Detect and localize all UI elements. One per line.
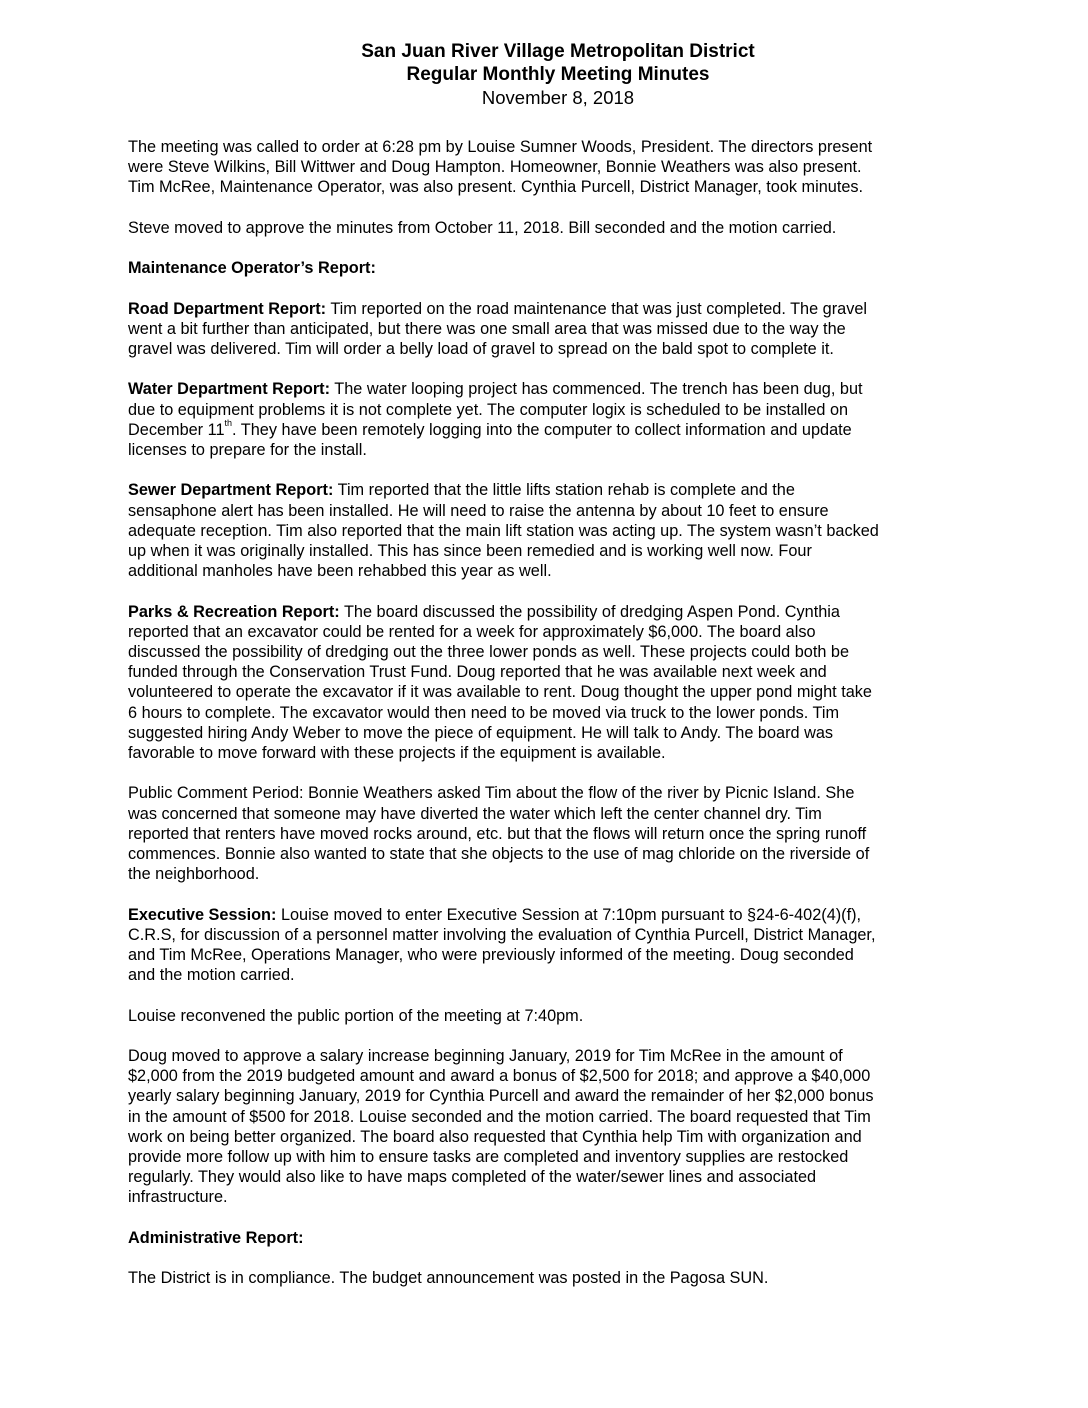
executive-paragraph (128, 905, 968, 986)
maintenance-heading-text: Maintenance Operator’s Report: (128, 259, 376, 278)
parks-line: suggested hiring Andy Weber to move the piece of equipment. He will talk to Andy. The board was (128, 723, 834, 742)
executive-line: and Tim McRee, Operations Manager, who were previously informed of the meeting. Doug seconded (128, 946, 854, 964)
water-line: licenses to prepare for the install. (128, 440, 367, 459)
water-paragraph (128, 379, 968, 460)
district-name: San Juan River Village Metropolitan District (361, 41, 755, 62)
executive-line: Louise moved to enter Executive Session at 7:10pm pursuant to §24-6-402(4)(f), (276, 905, 862, 924)
road-line: Tim reported on the road maintenance that was just completed. The gravel (326, 299, 868, 318)
ordinal-suffix: th (224, 417, 233, 428)
public-line: Public Comment Period: Bonnie Weathers asked Tim about the flow of the river by Picnic Island. She (128, 784, 855, 803)
water-line: December 11 (128, 420, 225, 439)
salary-line: $2,000 from the 2019 budgeted amount and award a bonus of $2,500 for 2018; and approve a $40,000 (128, 1067, 871, 1086)
public-line: the neighborhood. (128, 865, 260, 884)
salary-paragraph (128, 1046, 968, 1208)
parks-line: favorable to move forward with these projects if the equipment is available. (128, 744, 666, 762)
salary-line: infrastructure. (128, 1188, 228, 1207)
salary-line: Doug moved to approve a salary increase beginning January, 2019 for Tim McRee in the amount of (128, 1046, 843, 1065)
sewer-line: additional manholes have been rehabbed this year as well. (128, 562, 552, 581)
salary-line: yearly salary beginning January, 2019 for Cynthia Purcell and award the remainder of her $2,000 bonus (128, 1087, 874, 1106)
road-paragraph (128, 299, 968, 360)
parks-line: 6 hours to complete. The excavator would then need to be moved via truck to the lower ponds. Tim (128, 703, 840, 722)
water-heading: Water Department Report: (128, 380, 331, 399)
intro-paragraph (128, 137, 968, 198)
executive-heading: Executive Session: (128, 905, 277, 924)
minutes-body (128, 137, 968, 1288)
sewer-line: Tim reported that the little lifts station rehab is complete and the (333, 481, 795, 500)
public-line: commences. Bonnie also wanted to state that she objects to the use of mag chloride on the riverside of (128, 845, 870, 863)
intro-line: The meeting was called to order at 6:28 pm by Louise Sumner Woods, President. The directors present (128, 138, 873, 156)
intro-line: Tim McRee, Maintenance Operator, was also present. Cynthia Purcell, District Manager, took minutes. (128, 178, 864, 197)
road-heading: Road Department Report: (128, 299, 327, 318)
salary-line: work on being better organized. The board also requested that Cynthia help Tim with organization and (128, 1127, 862, 1146)
intro-line: were Steve Wilkins, Bill Wittwer and Doug Hampton. Homeowner, Bonnie Weathers was also present. (128, 158, 862, 177)
water-line: The water looping project has commenced. The trench has been dug, but (330, 380, 863, 399)
parks-line: funded through the Conservation Trust Fund. Doug reported that he was available next week and (128, 663, 827, 682)
parks-paragraph (128, 602, 968, 764)
parks-line: The board discussed the possibility of dredging Aspen Pond. Cynthia (339, 602, 840, 621)
approval-paragraph: Steve moved to approve the minutes from October 11, 2018. Bill seconded and the motion carried. (128, 218, 837, 237)
public-comment-paragraph (128, 783, 968, 884)
public-line: reported that renters have moved rocks around, etc. but that the flows will return once the spring runoff (128, 824, 867, 843)
road-line: gravel was delivered. Tim will order a belly load of gravel to spread on the bald spot to complete it. (128, 339, 834, 358)
water-line: due to equipment problems it is not complete yet. The computer logix is scheduled to be installed on (128, 400, 849, 419)
maintenance-heading (128, 258, 968, 278)
administrative-paragraph: The District is in compliance. The budget announcement was posted in the Pagosa SUN. (128, 1269, 769, 1288)
document-header (0, 40, 1088, 109)
salary-line: in the amount of $500 for 2018. Louise seconded and the motion carried. The board requested that Tim (128, 1107, 871, 1126)
sewer-line: adequate reception. Tim also reported that the main lift station was acting up. The system wasn’t backed (128, 521, 879, 540)
sewer-heading: Sewer Department Report: (128, 481, 334, 500)
executive-line: and the motion carried. (128, 966, 295, 985)
administrative-heading-text: Administrative Report: (128, 1228, 304, 1247)
parks-line: discussed the possibility of dredging out the three lower ponds as well. These projects could both be (128, 642, 850, 661)
sewer-paragraph (128, 480, 968, 581)
sewer-line: up when it was originally installed. This has since been remedied and is working well now. Four (128, 541, 812, 560)
water-line: . They have been remotely logging into the computer to collect information and update (232, 420, 852, 439)
parks-line: reported that an excavator could be rented for a week for approximately $6,000. The board also (128, 622, 816, 641)
administrative-heading (128, 1228, 968, 1248)
document-title: Regular Monthly Meeting Minutes (406, 64, 710, 85)
salary-line: regularly. They would also like to have maps completed of the water/sewer lines and associated (128, 1168, 817, 1187)
sewer-line: sensaphone alert has been installed. He will need to raise the antenna by about 10 feet to ensure (128, 501, 829, 520)
road-line: went a bit further than anticipated, but there was one small area that was missed due to the way the (128, 319, 846, 338)
reconvene-paragraph: Louise reconvened the public portion of the meeting at 7:40pm. (128, 1006, 584, 1025)
salary-line: provide more follow up with him to ensure tasks are completed and inventory supplies are restocked (128, 1148, 849, 1166)
public-line: was concerned that someone may have diverted the water which left the center channel dry. Tim (128, 804, 822, 823)
executive-line: C.R.S, for discussion of a personnel matter involving the evaluation of Cynthia Purcell, District Manager, (128, 925, 876, 944)
parks-heading: Parks & Recreation Report: (128, 602, 340, 621)
parks-line: volunteered to operate the excavator if it was available to rent. Doug thought the upper pond might take (128, 683, 872, 702)
meeting-date: November 8, 2018 (481, 87, 635, 108)
